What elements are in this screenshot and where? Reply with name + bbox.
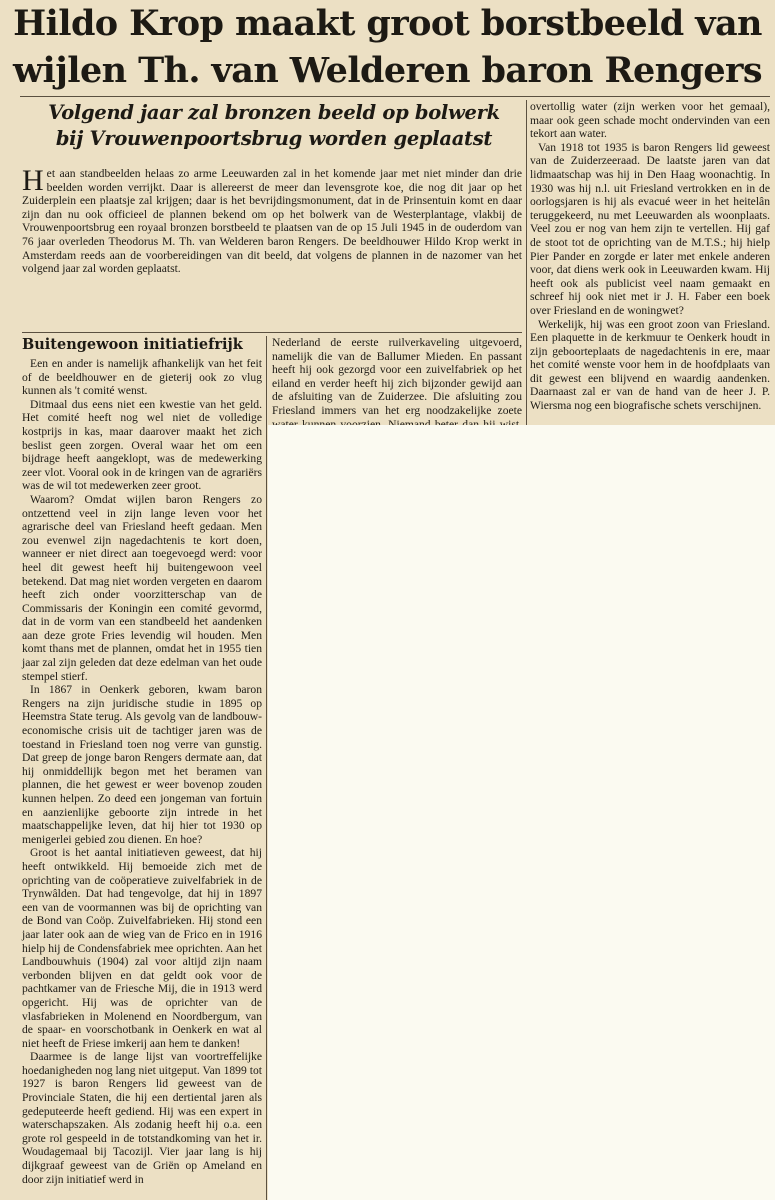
drop-cap: H [22,164,44,197]
lead-rule [22,332,522,333]
article-column-3 [530,100,770,413]
paragraph: Daarmee is de lange lijst van voortreffelijke hoedanigheden nog lang niet uitgeput. Van 1899 tot 1927 is baron Rengers lid geweest van de Provinciale Staten, die hij een dertiental jaren als gedeputeerde heeft gediend. Hij was een expert in waterschapszaken. Als zodanig heeft hij o.a. een grote rol gespeeld in de totstandkoming van het ir. Woudagemaal bij Tacozijl. Vier jaar lang is hij dijkgraaf geweest van de Griën op Ameland en door zijn initiatief werd in [22,1050,262,1186]
lead-paragraph [22,164,522,276]
paragraph: Waarom? Omdat wijlen baron Rengers zo ontzettend veel in zijn lange leven voor het agrarische deel van Friesland heeft gedaan. Men zou evenwel zijn nagedachtenis te kort doen, wanneer er niet direct aan toegevoegd werd: voor heel dit gewest heeft hij buitengewoon veel betekend. Dat mag niet worden vergeten en daarom heeft zich onder voorzitterschap van de Commissaris der Koningin een comité gevormd, dat in de vorm van een standbeeld het aandenken aan deze grote Fries levendig wil houden. Men komt thans met de plannen, omdat het in 1955 tien jaar zal zijn geleden dat deze edelman van het oude stempel stierf. [22,492,262,683]
paragraph: Groot is het aantal initiatieven geweest, dat hij heeft ontwikkeld. Hij bemoeide zich met de oprichting van de coöperatieve zuivelfabriek in de Trynwâlden. Dat had tengevolge, dat hij in 1897 een van de voormannen was bij de oprichting van de Bond van Coöp. Zuivelfabrieken. Hij stond een jaar later ook aan de wieg van de Frico en in 1916 hielp hij de Condensfabriek mee oprichten. Aan het Landbouwhuis (1904) zal voor altijd zijn naam verbonden blijven en dat geldt ook voor de pachtkamer van de Friesche Mij, die in 1913 werd opgericht. Hij was de oprichter van de vlasfabrieken in Molenend en Noordbergum, van de spaar- en voorschotbank in Oenkerk en wat al niet heeft de Friese imkerij aan hem te danken! [22,846,262,1050]
paragraph: Werkelijk, hij was een groot zoon van Friesland. Een plaquette in de kerkmuur te Oenkerk houdt in zijn geboorteplaats de nagedachtenis in ere, maar het comité wenste voor hem in de hoofdplaats van dit gewest een blijvend en waardig aandenken. Daarnaast zal er van de hand van de heer J. P. Wiersma nog een biografische schets verschijnen. [530,317,770,413]
column-rule-right [526,100,527,425]
column-rule-left [266,336,267,1200]
paragraph: In 1867 in Oenkerk geboren, kwam baron Rengers na zijn juridische studie in 1895 op Heemstra State terug. Als gevolg van de landbouw-economische crisis uit de tachtiger jaren was de toestand in Friesland toen nog verre van gunstig. Dat greep de jonge baron Rengers dermate aan, dat hij onmiddellijk begon met het beramen van plannen, die het gewest er weer bovenop zouden kunnen helpen. Zo deed een jongeman van fortuin en aanzienlijke geboorte zijn intrede in het maatschappelijke leven, dat hij hier tot 1930 op menigerlei gebied zou dienen. En hoe? [22,683,262,846]
headline [0,0,775,94]
headline-line-2: wijlen Th. van Welderen baron Rengers [13,50,762,91]
lead-text [22,164,522,276]
paragraph: overtollig water (zijn werken voor het gemaal), maar ook geen schade mocht ondervinden van een tekort aan water. [530,100,770,141]
paragraph: Nederland de eerste ruilverkaveling uitgevoerd, namelijk die van de Ballumer Mieden. En passant heeft hij ook gezorgd voor een zuivelfabriek op het eiland en verder heeft hij zich bijzonder gewijd aan de afsluiting van de Zuiderzee. Die afsluiting zou Friesland immers van het erg noodzakelijke zoete [272,336,522,417]
subheadline-line-1: Volgend jaar zal bronzen beeld op bolwerk [48,101,500,124]
lead-body: et aan standbeelden helaas zo arme Leeuwarden zal in het komende jaar met niet minder dan drie beelden worden verrijkt. Daar is allereerst de meer dan levensgrote koe, die nog dit jaar op het Zuiderplein een plaatsje zal krijgen; daar is het bevrijdingsmonument, dat in de Prinsentuin komt en daar zijn dan nu ook officieel de plannen bekend om op het bolwerk van de Westerplantage, vlakbij de Vrouwenpoortsbrug een royaal bronzen borstbeeld te plaatsen van de op 15 Juli 1945 in de ouderdom van 76 jaar overleden Theodorus M. Th. van Welderen baron Rengers. De beeldhouwer Hildo Krop werkt in Amsterdam reeds aan de voorbereidingen van dit beeld, dat volgens de plannen in de nazomer van het volgend jaar zal worden geplaatst. [22,167,522,276]
paragraph: Van 1918 tot 1935 is baron Rengers lid geweest van de Zuiderzeeraad. De laatste jaren van dat lidmaatschap was hij in Den Haag woonachtig. In 1930 was hij n.l. uit Friesland vertrokken en in de oorlogsjaren is hij als evacué weer in het heitelân teruggekeerd, nu met Leeuwarden als woonplaats. Veel zou er nog van hem zijn te vertellen. Hij gaf de stoot tot de oprichting van de M.T.S.; hij hielp Pier Pander en zorgde er later met enkele anderen voor, dat diens werk ook in Leeuwarden kwam. Hij heeft ook als publicist veel naam gemaakt en schreef hij ook niet met ir J. H. Faber een boek over Friesland en de woningwet? [530,140,770,317]
paragraph: Ditmaal dus eens niet een kwestie van het geld. Het comité heeft nog wel niet de volledige kostprijs in kas, maar daarover maakt het zich beslist geen zorgen. Overal waar het om een bijdrage heeft aangeklopt, was de medewerking zeer vlot. Vooral ook in de kringen van de agrariërs was de wil tot medewerken zeer groot. [22,397,262,493]
article-column-1 [22,336,262,1186]
headline-rule [20,96,770,97]
headline-line-1: Hildo Krop maakt groot borstbeeld van [13,3,762,44]
blank-area [268,425,775,1200]
paragraph: Een en ander is namelijk afhankelijk van het feit of de beeldhouwer en de gieterij ook zo vlug kunnen als 't comité wenst. [22,357,262,398]
subheadline-line-2: bij Vrouwenpoortsbrug worden geplaatst [55,127,493,150]
section-heading: Buitengewoon initiatiefrijk [22,336,243,353]
subheadline [24,100,524,152]
